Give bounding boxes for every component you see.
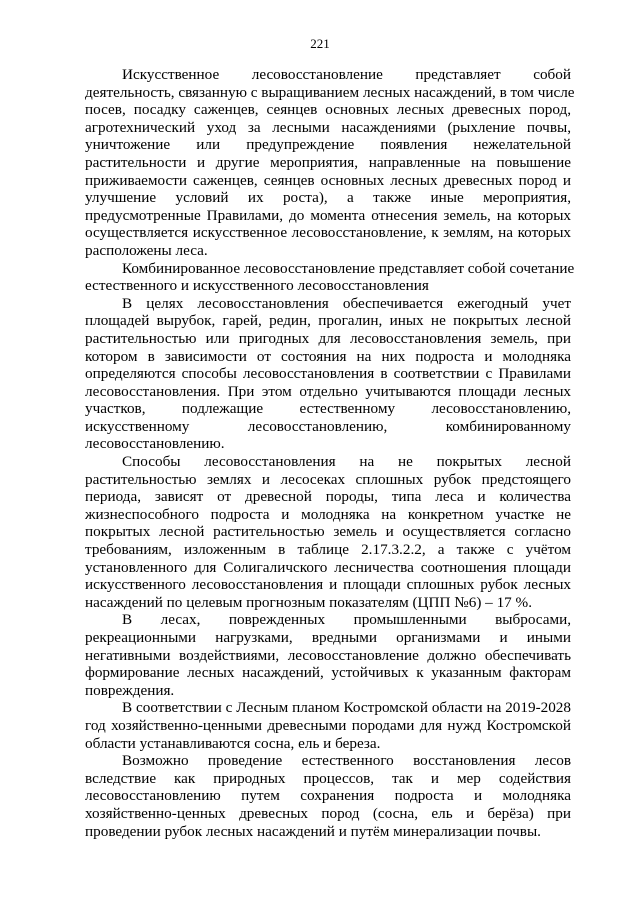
text-line: проведении рубок лесных насаждений и путём минерализации почвы.: [85, 822, 541, 840]
text-line: предусмотренные Правилами, до момента отнесения земель, на которых: [85, 206, 571, 224]
text-line: жизнеспособного подроста и молодняка на конкретном участке не: [85, 505, 571, 523]
text-line: формирование лесных насаждений, устойчивых к указанным факторам: [85, 664, 571, 682]
body-text: [85, 66, 575, 840]
text-line: лесовосстановлению путем сохранения подроста и молодняка: [85, 787, 571, 805]
text-line: растительностью или пригодных для лесовосстановления земель, при: [85, 329, 571, 347]
text-line: лесовосстановления. При этом отдельно учитываются площади лесных: [85, 382, 571, 400]
text-line: покрытых лесной растительностью земель и осуществляется согласно: [85, 523, 571, 541]
text-line: периода, зависят от древесной породы, типа леса и количества: [85, 488, 571, 506]
text-line: негативными воздействиями, лесовосстановление должно обеспечивать: [85, 646, 571, 664]
text-line: В лесах, поврежденных промышленными выбросами,: [122, 611, 571, 629]
text-line: вследствие как природных процессов, так и мер содействия: [85, 769, 571, 787]
text-line: приживаемости саженцев, сеянцев основных лесных древесных пород и: [85, 171, 571, 189]
paragraph: [85, 259, 575, 295]
text-line: Комбинированное лесовосстановление представляет собой сочетание: [122, 259, 575, 277]
paragraph: [85, 453, 571, 611]
text-line: определяются способы лесовосстановления в соответствии с Правилами: [85, 365, 571, 383]
text-line: искусственного лесовосстановления и площади сплошных рубок лесных: [85, 576, 571, 594]
page-number: 221: [310, 36, 330, 51]
text-line: площадей вырубок, гарей, редин, прогалин, иных не покрытых лесной: [85, 312, 571, 330]
text-line: год хозяйственно-ценными древесными породами для нужд Костромской: [85, 716, 571, 734]
text-line: повреждения.: [85, 681, 175, 699]
text-line: В целях лесовосстановления обеспечивается ежегодный учет: [122, 294, 571, 312]
text-line: Способы лесовосстановления на не покрытых лесной: [122, 453, 571, 471]
text-line: растительностью землях и лесосеках сплошных рубок предстоящего: [85, 470, 571, 488]
paragraph: [85, 66, 575, 260]
text-line: хозяйственно-ценных древесных пород (сосна, ель и берёза) при: [85, 804, 571, 822]
text-line: осуществляется искусственное лесовосстановление, к землям, на которых: [85, 224, 571, 242]
text-line: участков, подлежащие естественному лесовосстановлению,: [85, 400, 571, 418]
paragraph: [85, 752, 571, 840]
text-line: Возможно проведение естественного восстановления лесов: [122, 752, 571, 770]
text-line: растительности и другие мероприятия, направленные на повышение: [85, 153, 571, 171]
text-line: расположены леса.: [85, 241, 208, 259]
text-line: естественного и искусственного лесовосстановления: [85, 277, 429, 295]
text-line: рекреационными нагрузками, вредными организмами и иными: [85, 629, 571, 646]
text-line: котором в зависимости от состояния на них подроста и молодняка: [85, 347, 571, 365]
text-line: установленного для Солигаличского лесничества соотношения площади: [85, 558, 571, 576]
text-line: требованиям, изложенным в таблице 2.17.3.2.2, а также с учётом: [85, 541, 571, 559]
text-line: посев, посадку саженцев, сеянцев основных лесных древесных пород,: [85, 101, 571, 119]
text-line: уничтожение или предупреждение появления нежелательной: [85, 136, 571, 154]
text-line: деятельность, связанную с выращиванием лесных насаждений, в том числе: [85, 83, 575, 101]
text-line: насаждений по целевым прогнозным показателям (ЦПП №6) – 17 %.: [85, 593, 533, 611]
text-line: улучшение условий их роста), а также иные мероприятия,: [85, 189, 571, 207]
text-line: агротехнический уход за лесными насаждениями (рыхление почвы,: [85, 118, 571, 136]
paragraph: [85, 295, 571, 453]
text-line: искусственному лесовосстановлению, комбинированному: [85, 417, 571, 435]
paragraph: [85, 611, 571, 699]
text-line: В соответствии с Лесным планом Костромской области на 2019-2028: [122, 699, 571, 717]
text-line: области устанавливаются сосна, ель и береза.: [85, 734, 381, 752]
text-line: лесовосстановлению.: [85, 435, 225, 453]
paragraph: [85, 699, 571, 752]
text-line: Искусственное лесовосстановление представляет собой: [122, 66, 571, 83]
